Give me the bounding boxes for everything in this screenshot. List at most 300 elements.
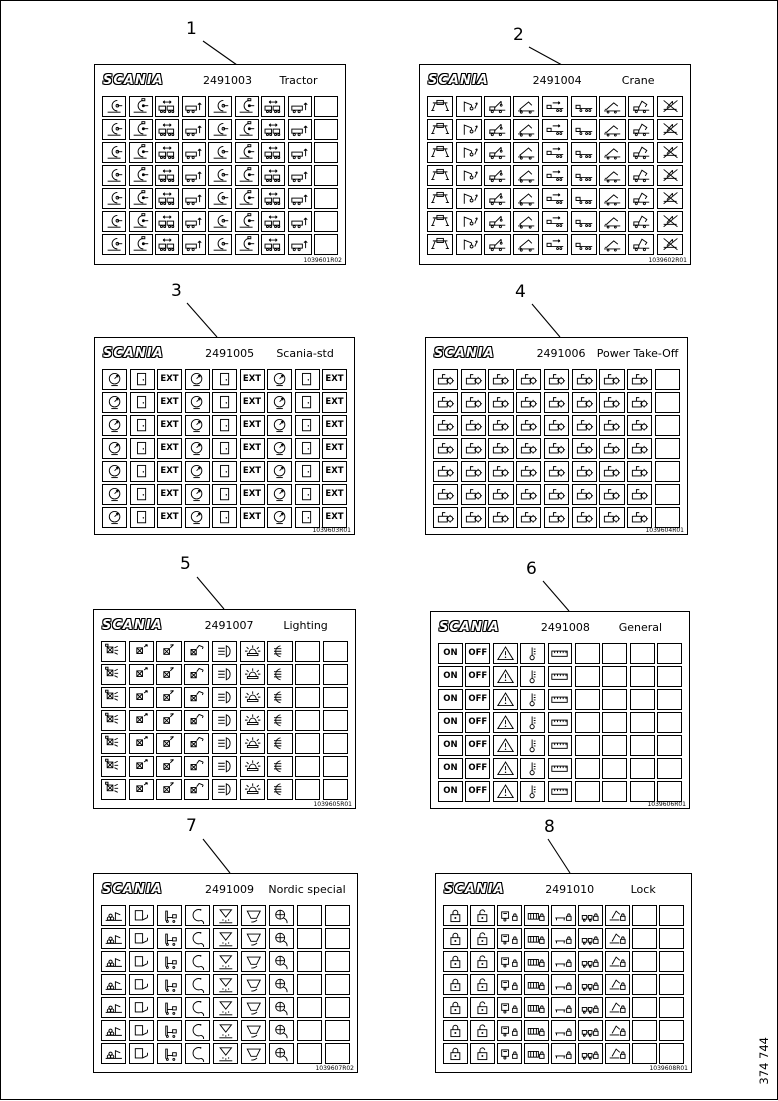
sheet-header — [102, 615, 347, 635]
symbol-grid — [102, 369, 347, 528]
pto-5-icon — [544, 392, 569, 413]
pto-3-icon — [488, 415, 513, 436]
off-text-icon — [465, 689, 490, 710]
sheet-header — [103, 70, 337, 90]
pto-7-icon — [599, 507, 624, 528]
crane-crossed-icon — [657, 211, 683, 232]
ext-text-icon — [157, 484, 182, 505]
blank-cell — [602, 689, 627, 710]
tipper-raised-icon — [513, 188, 539, 209]
cab-lock-icon — [497, 905, 522, 926]
coupling-release-icon — [208, 165, 232, 186]
label-sheet-2491010 — [435, 873, 692, 1073]
sand-spreader-icon — [213, 905, 238, 926]
print-code: 1039601R02 — [303, 257, 342, 264]
sand-spreader-icon — [213, 1043, 238, 1064]
container-lock-icon — [524, 974, 549, 995]
print-code: 1039607R02 — [315, 1065, 354, 1072]
pto-1-icon — [433, 392, 458, 413]
blank-cell — [657, 689, 682, 710]
engine-speed-icon — [185, 392, 210, 413]
blank-cell — [325, 928, 350, 949]
beacon-icon — [240, 710, 265, 731]
outriggers-icon — [427, 96, 453, 117]
crane-hook-icon — [456, 234, 482, 255]
coupling-release-icon — [208, 142, 232, 163]
work-lamp-boom-icon — [184, 756, 209, 777]
pto-8-icon — [627, 415, 652, 436]
door-icon — [295, 461, 320, 482]
warning-triangle-icon — [493, 781, 518, 802]
blank-cell — [314, 211, 338, 232]
blank-cell — [659, 905, 684, 926]
off-text-icon — [465, 643, 490, 664]
work-lamp-front-icon — [129, 710, 154, 731]
ext-text-label: EXT — [160, 512, 179, 522]
ext-text-icon — [240, 484, 265, 505]
blank-cell — [325, 1020, 350, 1041]
blank-cell — [632, 928, 657, 949]
blank-cell — [575, 781, 600, 802]
coupling-lock-icon — [129, 96, 153, 117]
blank-cell — [602, 666, 627, 687]
sand-spreader-icon — [213, 997, 238, 1018]
label-sheet-2491006 — [425, 337, 688, 535]
ext-text-label: EXT — [325, 397, 344, 407]
coupling-release-icon — [102, 188, 126, 209]
engine-speed-icon — [185, 484, 210, 505]
blank-cell — [297, 905, 322, 926]
off-text-label: OFF — [468, 786, 488, 796]
coupling-lock-icon — [235, 119, 259, 140]
work-lamp-rear-icon — [156, 641, 181, 662]
pto-3-icon — [488, 484, 513, 505]
padlock-closed-icon — [443, 1043, 468, 1064]
loader-crane-icon — [157, 928, 182, 949]
coupling-release-icon — [102, 211, 126, 232]
beacon-icon — [240, 733, 265, 754]
pto-7-icon — [599, 392, 624, 413]
crane-crossed-icon — [657, 188, 683, 209]
platform-extend-icon — [542, 211, 568, 232]
coupling-lock-icon — [235, 96, 259, 117]
pto-1-icon — [433, 507, 458, 528]
padlock-open-icon — [470, 974, 495, 995]
thermometer-icon — [520, 666, 545, 687]
work-lamp-front-icon — [129, 641, 154, 662]
crane-lock-icon — [605, 997, 630, 1018]
blank-cell — [655, 369, 680, 390]
engine-speed-icon — [185, 369, 210, 390]
part-number: 2491010 — [545, 882, 595, 896]
spreader-bucket-icon — [241, 905, 266, 926]
blank-cell — [325, 905, 350, 926]
crane-fold-icon — [628, 96, 654, 117]
off-text-icon — [465, 781, 490, 802]
blank-cell — [297, 951, 322, 972]
trailer-lift-icon — [182, 211, 206, 232]
blank-cell — [630, 781, 655, 802]
on-text-icon — [438, 643, 463, 664]
door-icon — [212, 369, 237, 390]
coupling-lock-icon — [235, 165, 259, 186]
trailer-shift-icon — [155, 165, 179, 186]
symbol-grid — [443, 905, 684, 1064]
blank-cell — [632, 997, 657, 1018]
door-icon — [295, 507, 320, 528]
blank-cell — [295, 779, 320, 800]
blank-cell — [632, 951, 657, 972]
work-lamp-front-icon — [129, 756, 154, 777]
pto-8-icon — [627, 507, 652, 528]
symbol-grid — [101, 905, 350, 1064]
cable-winch-icon — [185, 997, 210, 1018]
fog-light-icon — [267, 641, 292, 662]
blank-cell — [655, 484, 680, 505]
ext-text-label: EXT — [242, 420, 262, 430]
pto-1-icon — [433, 484, 458, 505]
label-sheet-2491005 — [94, 337, 355, 535]
trailer-shift-icon — [155, 234, 179, 255]
blank-cell — [602, 758, 627, 779]
pto-4-icon — [516, 507, 541, 528]
trailer-tipper-icon — [599, 188, 625, 209]
cable-winch-icon — [185, 905, 210, 926]
pto-2-icon — [461, 369, 486, 390]
tipper-raised-icon — [513, 234, 539, 255]
sheet-title: Crane — [621, 73, 655, 87]
sheet-header — [444, 879, 683, 899]
trailer-tipper-icon — [599, 96, 625, 117]
part-number: 2491004 — [532, 73, 582, 87]
blank-cell — [325, 997, 350, 1018]
warning-triangle-icon — [493, 689, 518, 710]
headlight-icon — [212, 641, 237, 662]
platform-extend-icon — [542, 188, 568, 209]
scania-logo: SCANIA — [428, 72, 489, 88]
tipper-raised-icon — [513, 165, 539, 186]
tipper-raised-icon — [513, 211, 539, 232]
ext-text-label: EXT — [160, 420, 179, 430]
ext-text-icon — [322, 461, 347, 482]
platform-extend-icon — [542, 142, 568, 163]
blank-cell — [659, 951, 684, 972]
coupling-lock-icon — [129, 234, 153, 255]
ruler-icon — [548, 689, 573, 710]
coupling-lock-icon — [235, 211, 259, 232]
coupling-release-icon — [208, 234, 232, 255]
crane-fold-icon — [628, 234, 654, 255]
platform-lock-icon — [551, 951, 576, 972]
pto-8-icon — [627, 438, 652, 459]
off-text-label: OFF — [468, 648, 488, 658]
off-text-label: OFF — [468, 763, 488, 773]
outriggers-icon — [427, 142, 453, 163]
blank-cell — [323, 664, 348, 685]
crane-lock-icon — [605, 951, 630, 972]
trailer-lock-icon — [578, 951, 603, 972]
tail-lift-icon — [129, 928, 154, 949]
label-sheet-2491007 — [93, 609, 356, 809]
blank-cell — [295, 733, 320, 754]
blank-cell — [630, 712, 655, 733]
pto-6-icon — [572, 507, 597, 528]
ext-text-label: EXT — [160, 466, 179, 476]
ext-text-icon — [240, 369, 265, 390]
crane-fold-icon — [628, 165, 654, 186]
loader-crane-icon — [157, 951, 182, 972]
coupling-lock-icon — [235, 234, 259, 255]
crane-lock-icon — [605, 974, 630, 995]
symbol-grid — [427, 96, 683, 255]
platform-icon — [571, 188, 597, 209]
hose-reel-icon — [269, 1043, 294, 1064]
outriggers-icon — [427, 119, 453, 140]
callout-number-8: 8 — [544, 817, 555, 837]
engine-speed-icon — [102, 392, 127, 413]
work-lamp-boom-icon — [184, 779, 209, 800]
trailer-lift-icon — [288, 142, 312, 163]
padlock-closed-icon — [443, 951, 468, 972]
scania-logo: SCANIA — [102, 617, 163, 633]
engine-speed-icon — [185, 415, 210, 436]
work-lamp-rear-icon — [156, 664, 181, 685]
coupling-lock-icon — [129, 165, 153, 186]
ext-text-icon — [322, 369, 347, 390]
sheet-header — [439, 617, 681, 637]
warning-triangle-icon — [493, 666, 518, 687]
pto-4-icon — [516, 484, 541, 505]
platform-lock-icon — [551, 1043, 576, 1064]
ext-text-icon — [157, 392, 182, 413]
callout-number-1: 1 — [186, 19, 197, 39]
trailer-lift-icon — [288, 188, 312, 209]
blank-cell — [632, 1020, 657, 1041]
blank-cell — [295, 756, 320, 777]
engine-speed-icon — [102, 461, 127, 482]
crane-truck-icon — [484, 119, 510, 140]
off-text-label: OFF — [468, 694, 488, 704]
tipper-raised-icon — [513, 142, 539, 163]
work-lamp-cab-icon — [101, 664, 126, 685]
pto-8-icon — [627, 369, 652, 390]
pto-5-icon — [544, 484, 569, 505]
part-number: 2491009 — [205, 882, 255, 896]
trailer-shift-icon — [155, 142, 179, 163]
trailer-shift-icon — [261, 142, 285, 163]
door-icon — [212, 438, 237, 459]
engine-speed-icon — [102, 484, 127, 505]
pto-5-icon — [544, 461, 569, 482]
coupling-lock-icon — [129, 119, 153, 140]
trailer-lift-icon — [288, 119, 312, 140]
engine-speed-icon — [267, 461, 292, 482]
work-lamp-cab-icon — [101, 733, 126, 754]
trailer-lock-icon — [578, 997, 603, 1018]
blank-cell — [314, 234, 338, 255]
outriggers-icon — [427, 165, 453, 186]
blank-cell — [630, 758, 655, 779]
ext-text-label: EXT — [242, 397, 262, 407]
cable-winch-icon — [185, 1043, 210, 1064]
blank-cell — [314, 165, 338, 186]
timber-bogie-icon — [101, 928, 126, 949]
figure-number: 374 744 — [757, 1037, 771, 1085]
on-text-label: ON — [443, 694, 458, 704]
on-text-icon — [438, 666, 463, 687]
label-sheet-2491008 — [430, 611, 690, 809]
scania-logo: SCANIA — [103, 345, 164, 361]
pto-5-icon — [544, 415, 569, 436]
ext-text-icon — [322, 484, 347, 505]
tail-lift-icon — [129, 997, 154, 1018]
thermometer-icon — [520, 781, 545, 802]
cab-lock-icon — [497, 928, 522, 949]
ext-text-label: EXT — [160, 443, 179, 453]
blank-cell — [323, 641, 348, 662]
coupling-lock-icon — [129, 142, 153, 163]
padlock-closed-icon — [443, 1020, 468, 1041]
blank-cell — [655, 507, 680, 528]
beacon-icon — [240, 664, 265, 685]
pto-3-icon — [488, 507, 513, 528]
pto-6-icon — [572, 392, 597, 413]
callout-number-4: 4 — [515, 282, 526, 302]
sheet-header — [102, 879, 349, 899]
work-lamp-rear-icon — [156, 710, 181, 731]
sand-spreader-icon — [213, 928, 238, 949]
crane-hook-icon — [456, 96, 482, 117]
trailer-shift-icon — [261, 96, 285, 117]
tipper-raised-icon — [513, 96, 539, 117]
trailer-shift-icon — [155, 96, 179, 117]
ext-text-icon — [322, 507, 347, 528]
door-icon — [295, 484, 320, 505]
on-text-label: ON — [443, 763, 458, 773]
sheet-header — [103, 343, 346, 363]
engine-speed-icon — [185, 507, 210, 528]
tail-lift-icon — [129, 1020, 154, 1041]
blank-cell — [323, 779, 348, 800]
part-number: 2491005 — [205, 346, 255, 360]
sheet-title: Lighting — [283, 618, 328, 632]
trailer-shift-icon — [261, 165, 285, 186]
trailer-tipper-icon — [599, 119, 625, 140]
ext-text-icon — [157, 507, 182, 528]
headlight-icon — [212, 687, 237, 708]
crane-hook-icon — [456, 119, 482, 140]
door-icon — [130, 415, 155, 436]
trailer-shift-icon — [261, 188, 285, 209]
door-icon — [295, 392, 320, 413]
label-sheet-2491004 — [419, 64, 691, 265]
coupling-lock-icon — [129, 211, 153, 232]
blank-cell — [575, 666, 600, 687]
blank-cell — [659, 1043, 684, 1064]
platform-icon — [571, 234, 597, 255]
engine-speed-icon — [267, 369, 292, 390]
fog-light-icon — [267, 687, 292, 708]
on-text-icon — [438, 758, 463, 779]
headlight-icon — [212, 733, 237, 754]
crane-truck-icon — [484, 142, 510, 163]
blank-cell — [602, 781, 627, 802]
symbol-grid — [438, 643, 682, 802]
fog-light-icon — [267, 779, 292, 800]
platform-icon — [571, 142, 597, 163]
engine-speed-icon — [185, 438, 210, 459]
cab-lock-icon — [497, 997, 522, 1018]
work-lamp-front-icon — [129, 733, 154, 754]
pto-6-icon — [572, 484, 597, 505]
pto-7-icon — [599, 484, 624, 505]
label-sheet-2491009 — [93, 873, 358, 1073]
hose-reel-icon — [269, 997, 294, 1018]
crane-truck-icon — [484, 96, 510, 117]
work-lamp-front-icon — [129, 664, 154, 685]
blank-cell — [297, 1043, 322, 1064]
pto-4-icon — [516, 415, 541, 436]
pto-3-icon — [488, 461, 513, 482]
pto-7-icon — [599, 369, 624, 390]
ruler-icon — [548, 758, 573, 779]
scania-logo: SCANIA — [103, 72, 164, 88]
cab-lock-icon — [497, 974, 522, 995]
off-text-icon — [465, 666, 490, 687]
work-lamp-rear-icon — [156, 687, 181, 708]
platform-lock-icon — [551, 905, 576, 926]
blank-cell — [575, 689, 600, 710]
door-icon — [130, 438, 155, 459]
trailer-lift-icon — [182, 188, 206, 209]
on-text-label: ON — [443, 786, 458, 796]
cab-lock-icon — [497, 951, 522, 972]
crane-truck-icon — [484, 165, 510, 186]
platform-lock-icon — [551, 974, 576, 995]
trailer-lock-icon — [578, 905, 603, 926]
padlock-open-icon — [470, 951, 495, 972]
hose-reel-icon — [269, 928, 294, 949]
ext-text-icon — [157, 369, 182, 390]
work-lamp-boom-icon — [184, 664, 209, 685]
hose-reel-icon — [269, 974, 294, 995]
label-sheet-2491003 — [94, 64, 346, 265]
pto-5-icon — [544, 507, 569, 528]
blank-cell — [323, 756, 348, 777]
warning-triangle-icon — [493, 758, 518, 779]
ext-text-icon — [157, 438, 182, 459]
pto-1-icon — [433, 461, 458, 482]
trailer-shift-icon — [155, 211, 179, 232]
blank-cell — [657, 643, 682, 664]
crane-crossed-icon — [657, 96, 683, 117]
pto-7-icon — [599, 415, 624, 436]
on-text-icon — [438, 689, 463, 710]
pto-8-icon — [627, 392, 652, 413]
fog-light-icon — [267, 664, 292, 685]
blank-cell — [659, 997, 684, 1018]
coupling-release-icon — [102, 165, 126, 186]
loader-crane-icon — [157, 997, 182, 1018]
work-lamp-cab-icon — [101, 641, 126, 662]
blank-cell — [575, 643, 600, 664]
callout-number-7: 7 — [186, 816, 197, 836]
crane-fold-icon — [628, 142, 654, 163]
container-lock-icon — [524, 997, 549, 1018]
part-number: 2491008 — [540, 620, 590, 634]
off-text-label: OFF — [468, 671, 488, 681]
trailer-lift-icon — [288, 211, 312, 232]
